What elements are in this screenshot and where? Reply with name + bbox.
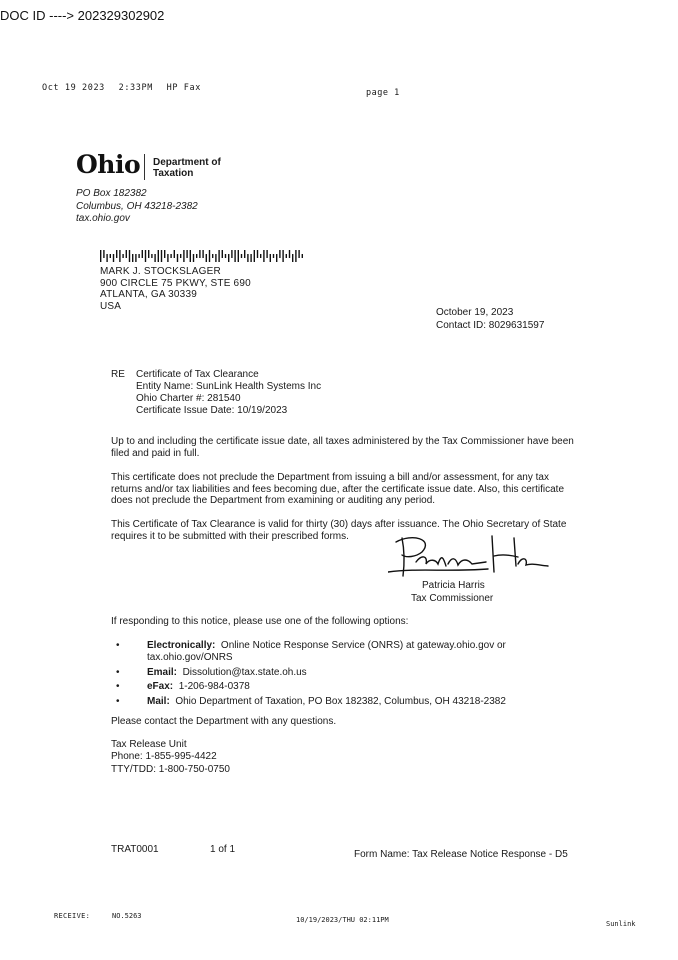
department-address: [76, 188, 198, 226]
option-label: Electronically:: [147, 640, 216, 651]
address-line: Columbus, OH 43218-2382: [76, 200, 198, 212]
contact-id: Contact ID: 8029631597: [436, 320, 545, 331]
option-text: Online Notice Response Service (ONRS) at gateway.ohio.gov or tax.ohio.gov/ONRS: [147, 640, 506, 663]
option-text: Dissolution@tax.state.oh.us: [182, 666, 307, 678]
option-electronic: [116, 640, 557, 664]
barcode-bar: [276, 254, 277, 262]
barcode-bar: [250, 254, 251, 262]
barcode-bar: [254, 250, 255, 262]
barcode-bar: [113, 254, 114, 262]
response-options: [116, 640, 557, 711]
barcode-bar: [161, 250, 162, 262]
address-line: tax.ohio.gov: [76, 213, 130, 224]
barcode-bar: [266, 250, 267, 258]
barcode-bar: [215, 254, 216, 262]
barcode-bar: [183, 250, 184, 262]
bullet-icon: •: [116, 640, 120, 651]
barcode-bar: [126, 250, 127, 258]
barcode-bar: [106, 254, 107, 262]
barcode-bar: [119, 250, 120, 262]
barcode-bar: [225, 254, 226, 258]
barcode-bar: [110, 254, 111, 258]
barcode-bar: [122, 254, 123, 258]
barcode-bar: [282, 250, 283, 262]
receive-label: RECEIVE:: [54, 912, 91, 920]
barcode-bar: [231, 250, 232, 258]
option-efax: [116, 681, 557, 693]
barcode-bar: [199, 250, 200, 258]
option-email: [116, 667, 557, 679]
barcode-bar: [202, 250, 203, 258]
recipient-address: [100, 266, 251, 312]
fax-date: Oct 19 2023: [42, 83, 105, 93]
barcode-bar: [206, 254, 207, 262]
barcode-bar: [295, 250, 296, 262]
barcode-bar: [289, 250, 290, 258]
fax-header: [42, 83, 209, 93]
re-line: Certificate Issue Date: 10/19/2023: [136, 405, 288, 416]
option-text: 1-206-984-0378: [178, 681, 250, 693]
recipient-line: USA: [100, 300, 122, 312]
bullet-icon: •: [116, 681, 120, 693]
barcode-bar: [180, 254, 181, 258]
barcode-bar: [100, 250, 101, 262]
option-label: Email:: [147, 666, 178, 678]
barcode-bar: [164, 250, 165, 258]
barcode-bar: [138, 254, 139, 258]
barcode-bar: [193, 254, 194, 262]
re-block: [136, 369, 321, 417]
barcode-bar: [151, 254, 152, 258]
form-name: Form Name: Tax Release Notice Response - D5: [354, 849, 568, 860]
barcode-bar: [302, 254, 303, 258]
barcode-bar: [170, 254, 171, 258]
option-mail: [116, 696, 557, 708]
barcode-bar: [132, 254, 133, 262]
fax-page-number: page 1: [366, 88, 400, 98]
unit-phone: Phone: 1-855-995-4422: [111, 751, 217, 763]
barcode-bar: [154, 254, 155, 262]
option-label: Mail:: [147, 696, 170, 708]
unit-tty: TTY/TDD: 1-800-750-0750: [111, 763, 230, 775]
fax-device: HP Fax: [166, 83, 201, 93]
recipient-line: MARK J. STOCKSLAGER: [100, 266, 221, 277]
barcode-bar: [263, 250, 264, 262]
barcode-bar: [298, 250, 299, 258]
re-line: Certificate of Tax Clearance: [136, 369, 259, 380]
address-line: PO Box 182382: [76, 188, 147, 199]
barcode-bar: [234, 250, 235, 262]
barcode-bar: [270, 254, 271, 262]
barcode-bar: [186, 250, 187, 258]
signer-title: Tax Commissioner: [411, 593, 494, 604]
barcode-bar: [292, 254, 293, 262]
barcode-bar: [148, 250, 149, 258]
barcode-bar: [158, 250, 159, 262]
doc-id: DOC ID ----> 202329302902: [0, 8, 165, 23]
barcode-bar: [247, 254, 248, 262]
response-intro: If responding to this notice, please use one of the following options:: [111, 616, 409, 627]
barcode-bar: [222, 250, 223, 258]
barcode-bar: [279, 250, 280, 258]
ohio-logo: Ohio: [76, 150, 141, 179]
barcode-bar: [129, 250, 130, 262]
paragraph-validity: This Certificate of Tax Clearance is valid for thirty (30) days after issuance. The Ohio Secretary of State requires it to be submitted with their prescribed forms.: [111, 519, 567, 542]
barcode-bar: [174, 250, 175, 258]
tax-release-unit: [111, 739, 230, 776]
signature-image: [388, 532, 550, 580]
logo-divider: [144, 154, 145, 180]
option-text: Ohio Department of Taxation, PO Box 182382, Columbus, OH 43218-2382: [175, 696, 506, 708]
recipient-line: ATLANTA, GA 30339: [100, 289, 197, 300]
barcode-bar: [228, 254, 229, 262]
page-count: 1 of 1: [210, 844, 236, 855]
receive-datetime: 10/19/2023/THU 02:11PM: [296, 916, 389, 924]
fax-time: 2:33PM: [118, 83, 153, 93]
barcode-bar: [260, 254, 261, 258]
barcode-bar: [142, 250, 143, 258]
postal-barcode: [100, 250, 310, 262]
receive-company: Sunlink: [606, 920, 636, 928]
letter-date: October 19, 2023: [436, 307, 514, 318]
paragraph-preclude: This certificate does not preclude the Department from issuing a bill and/or assessment, for any tax returns and/or tax liabilities and fees becoming due, after the certificate issue date. Also, this certificate does not preclude the Department from examining or auditing any period.: [111, 472, 565, 506]
form-id: TRAT0001: [111, 844, 159, 855]
recipient-line: 900 CIRCLE 75 PKWY, STE 690: [100, 277, 251, 289]
bullet-icon: •: [116, 666, 120, 678]
barcode-bar: [167, 254, 168, 262]
department-name: Department of Taxation: [153, 157, 221, 179]
barcode-bar: [190, 250, 191, 262]
signer-name: Patricia Harris: [422, 580, 485, 591]
re-line: Ohio Charter #: 281540: [136, 393, 241, 404]
re-label: RE: [111, 369, 125, 380]
barcode-bar: [196, 254, 197, 258]
date-block: [436, 306, 544, 332]
paragraph-filed: Up to and including the certificate issue date, all taxes administered by the Tax Commissioner have been filed and paid in full.: [111, 436, 574, 459]
barcode-bar: [209, 250, 210, 262]
barcode-bar: [103, 250, 104, 258]
barcode-bar: [135, 254, 136, 262]
barcode-bar: [212, 254, 213, 258]
re-line: Entity Name: SunLink Health Systems Inc: [136, 381, 322, 392]
barcode-bar: [177, 254, 178, 262]
option-label: eFax:: [147, 681, 174, 693]
barcode-bar: [286, 254, 287, 258]
contact-note: Please contact the Department with any questions.: [111, 716, 337, 727]
barcode-bar: [116, 250, 117, 258]
bullet-icon: •: [116, 696, 120, 708]
unit-name: Tax Release Unit: [111, 739, 187, 750]
barcode-bar: [244, 250, 245, 258]
barcode-bar: [238, 250, 239, 262]
barcode-bar: [218, 250, 219, 262]
barcode-bar: [145, 250, 146, 262]
barcode-bar: [241, 254, 242, 258]
receive-number: NO.5263: [112, 912, 142, 920]
barcode-bar: [273, 254, 274, 258]
barcode-bar: [257, 250, 258, 258]
